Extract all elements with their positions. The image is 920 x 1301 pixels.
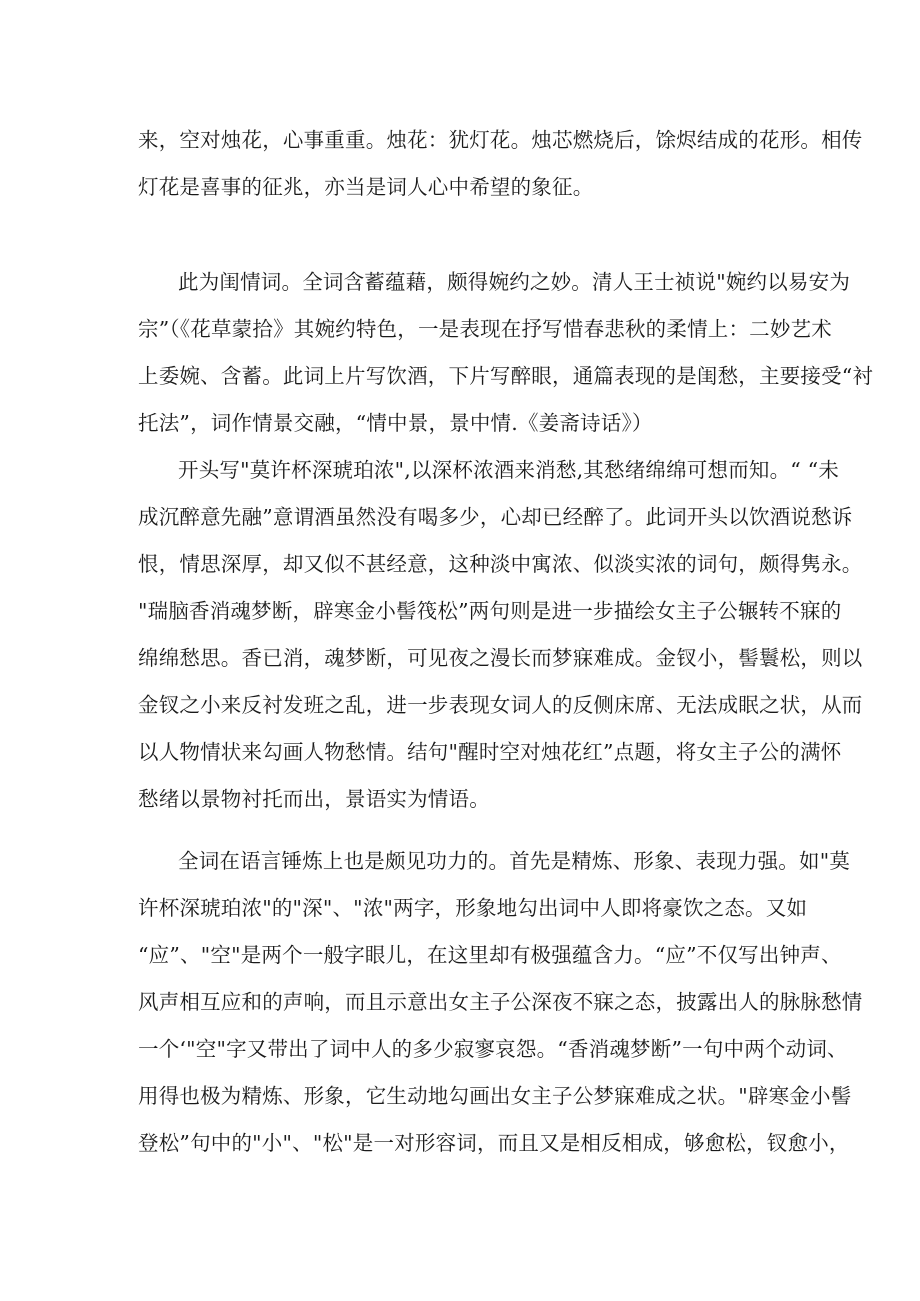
text-line: 愁绪以景物衬托而出，景语实为情语。: [138, 787, 490, 811]
text-line: 风声相互应和的声响，而且示意出女主子公深夜不寐之态，披露出人的脉脉愁情: [138, 990, 863, 1014]
text-line: 成沉醉意先融”意谓酒虽然没有喝多少，心却已经醉了。此词开头以饮酒说愁诉: [138, 505, 853, 529]
paragraph-start-line: 开头写"莫许杯深琥珀浓",以深杯浓酒来消愁,其愁绪绵绵可想而知。“ “未: [178, 458, 840, 482]
paragraph-start-line: 全词在语言锤炼上也是颇见功力的。首先是精炼、形象、表现力强。如"莫: [178, 849, 851, 873]
text-line: “应”、"空"是两个一般字眼儿，在这里却有极强蕴含力。“应”不仅写出钟声、: [138, 943, 842, 967]
text-line: 登松”句中的"小"、"松"是一对形容词，而且又是相反相成，够愈松，钗愈小，: [138, 1131, 850, 1155]
text-line: 许杯深琥珀浓"的"深"、"浓"两字，形象地勾出词中人即将豪饮之态。又如: [138, 896, 808, 920]
text-line: 托法”，词作情景交融，“情中景，景中情.《姜斋诗话》）: [138, 411, 653, 435]
paragraph-start-line: 此为闺情词。全词含蓄蕴藉，颇得婉约之妙。清人王士祯说"婉约以易安为: [178, 270, 851, 294]
text-line: 恨，情思深厚，却又似不甚经意，这种淡中寓浓、似淡实浓的词句，颇得隽永。: [138, 552, 863, 576]
text-line: 灯花是喜事的征兆，亦当是词人心中希望的象征。: [138, 175, 594, 199]
text-line: 宗”（《花草蒙拾》其婉约特色，一是表现在抒写惜春悲秋的柔情上：二妙艺术: [138, 317, 832, 341]
text-line: 来，空对烛花，心事重重。烛花：犹灯花。烛芯燃烧后，馀烬结成的花形。相传: [138, 128, 863, 152]
text-line: 绵绵愁思。香已消，魂梦断，可见夜之漫长而梦寐难成。金钗小，髻鬟松，则以: [138, 646, 863, 670]
text-line: "瑞脑香消魂梦断，辟寒金小髻筏松”两句则是进一步描绘女主子公辗转不寐的: [138, 599, 842, 623]
text-line: 一个‘"空"字又带出了词中人的多少寂寥哀怨。“香消魂梦断”一句中两个动词、: [138, 1037, 848, 1061]
text-line: 金钗之小来反衬发班之乱，进一步表现女词人的反侧床席、无法成眠之状，从而: [138, 693, 863, 717]
text-line: 以人物情状来勾画人物愁情。结句"醒时空对烛花红”点题，将女主子公的满怀: [138, 740, 842, 764]
text-line: 上委婉、含蓄。此词上片写饮酒，下片写醉眼，通篇表现的是闺愁，主要接受“衬: [138, 364, 874, 388]
text-line: 用得也极为精炼、形象，它生动地勾画出女主子公梦寐难成之状。"辟寒金小髻: [138, 1084, 852, 1108]
